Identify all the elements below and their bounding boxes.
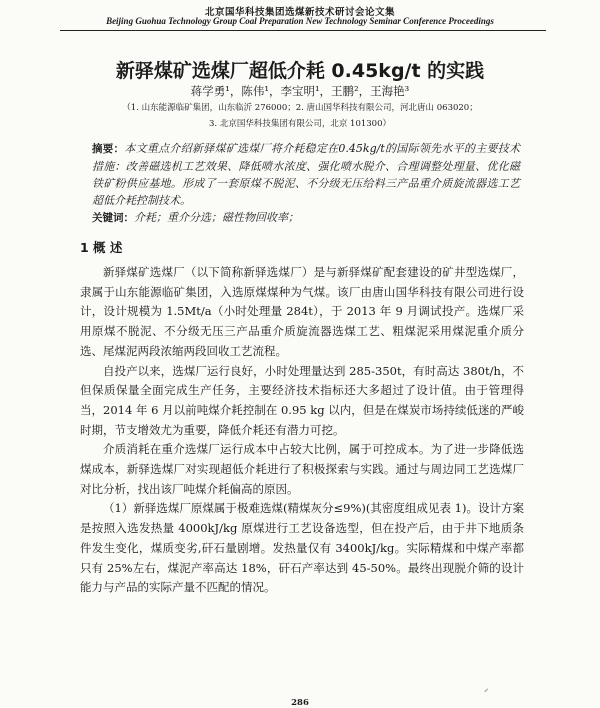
paragraph: 介质消耗在重介选煤厂运行成本中占较大比例，属于可控成本。为了进一步降低选煤成本，新驿选煤厂对实现超低介耗进行了积极探索与实践。通过与周边同工艺选煤厂对比分析，找出该厂吨煤介耗偏高的原因。 [80,442,524,496]
header-rule [60,30,546,31]
page-number: 286 [291,698,309,708]
paragraph: （1）新驿选煤厂原煤属于极难选煤(精煤灰分≤9%)(其密度组成见表 1)。设计方案是按照入选发热量 4000kJ/kg 原煤进行工艺设备选型，但在投产后，由于井下地质条件发生变化，煤质变劣,矸石量剧增。发热量仅有 3400kJ/kg。实际精煤和中煤产率都只有 25%左右，煤泥产率高达 18%，矸石产率达到 45-50%。最终出现脱介筛的设计能力与产品的实际产量不匹配的情况。 [80,501,524,595]
running-header-cn: 北京国华科技集团选煤新技术研讨会论文集 [204,7,395,18]
keywords-label: 关键词： [92,212,134,224]
abstract-label: 摘要： [92,143,125,155]
abstract [92,140,520,209]
keywords [92,209,520,225]
section-heading: 1 概 述 [80,240,123,255]
paper-title: 新驿煤矿选煤厂超低介耗 0.45kg/t 的实践 [115,60,485,82]
keywords-text: 介耗；重介分选；磁性物回收率； [134,211,299,224]
running-header-en: Beijing Guohua Technology Group Coal Preparation New Technology Seminar Conference Proceedings [106,16,494,26]
paragraph: 新驿煤矿选煤厂（以下简称新驿选煤厂）是与新驿煤矿配套建设的矿井型选煤厂，隶属于山东能源临矿集团，入选原煤煤种为气煤。该厂由唐山国华科技有限公司进行设计，设计规模为 1.5Mt/a（小时处理量 284t），于 2013 年 9 月调试投产。选煤厂采用原煤不脱泥、不分级无压三产品重介质旋流器选煤工艺、粗煤泥采用煤泥重介质分选、尾煤泥两段浓缩两段回收工艺流程。 [80,265,524,358]
affiliation-line-1: （1. 山东能源临矿集团，山东临沂 276000；2. 唐山国华科技有限公司，河北唐山 063020； [122,103,478,113]
corner-mark: ⸍ [484,688,489,698]
affiliation-line-2: 3. 北京国华科技集团有限公司，北京 101300） [209,119,391,129]
body-text [80,263,524,598]
paragraph: 自投产以来，选煤厂运行良好，小时处理量达到 285-350t，有时高达 380t/h，不但保质保量全面完成生产任务，主要经济技术指标还大多超过了设计值。由于管理得当，2014 年 6 月以前吨煤介耗控制在 0.95 kg 以内，但是在煤炭市场持续低迷的严峻时期，节支增效尤为重要，降低介耗还有潜力可挖。 [80,363,524,437]
author-list: 蒋学勇¹，陈伟¹，李宝明¹，王鹏²，王海艳³ [190,84,410,98]
abstract-text: 本文重点介绍新驿煤矿选煤厂将介耗稳定在0.45kg/t的国际领先水平的主要技术措施：改善磁选机工艺效果、降低喷水浓度、强化喷水脱介、合理调整处理量、优化磁铁矿粉供应基地。形成了一套原煤不脱泥、不分级无压给料三产品重介质旋流器选工艺超低介耗控制技术。 [92,142,520,207]
